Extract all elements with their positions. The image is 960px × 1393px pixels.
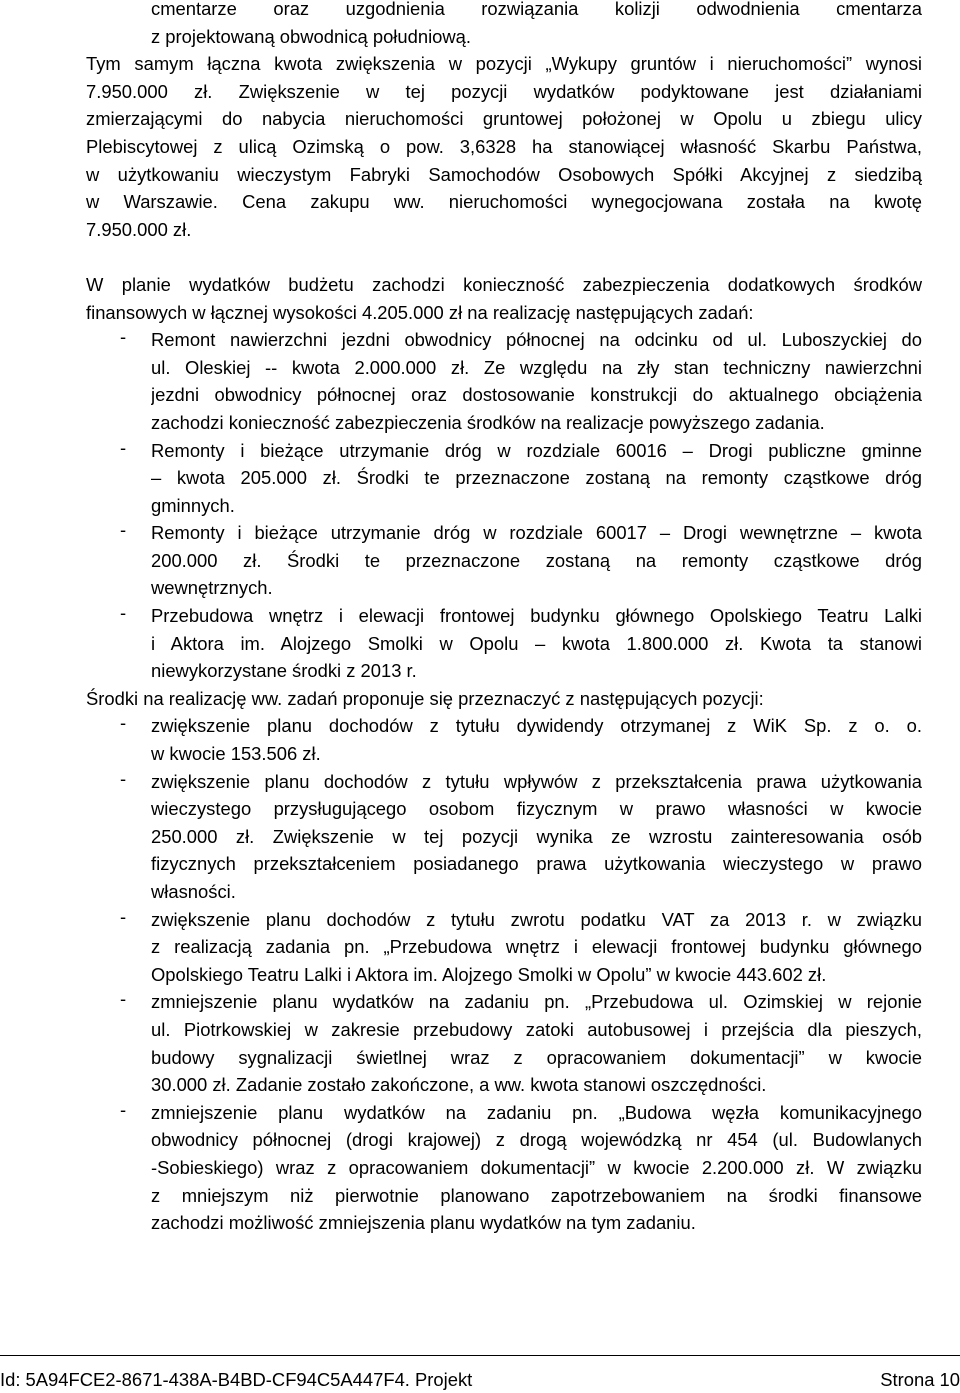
text-line: jezdni obwodnicy północnej oraz dostosowanie konstrukcji do aktualnego obciążenia: [151, 384, 922, 406]
text-line: w Warszawie. Cena zakupu ww. nieruchomości wynegocjowana została na kwotę: [86, 191, 922, 213]
list-item: [120, 602, 922, 685]
text-line: 200.000 zł. Środki te przeznaczone zostaną na remonty cząstkowe dróg: [151, 549, 922, 571]
document-id: Id: 5A94FCE2-8671-438A-B4BD-CF94C5A447F4. Projekt: [0, 1369, 473, 1390]
text-line: i Aktora im. Alojzego Smolki w Opolu – kwota 1.800.000 zł. Kwota ta stanowi: [151, 632, 922, 654]
list-item: [120, 767, 922, 906]
list-bullet: -: [120, 436, 127, 458]
text-line: Tym samym łączna kwota zwiększenia w pozycji „Wykupy gruntów i nieruchomości” wynosi: [86, 53, 922, 75]
text-line: zachodzi konieczność zabezpieczenia środków na realizacje powyższego zadania.: [151, 411, 825, 433]
text-line: własności.: [151, 881, 236, 902]
text-line: zwiększenie planu dochodów z tytułu wpływów z przekształcenia prawa użytkowania: [151, 770, 922, 792]
text-line: – kwota 205.000 zł. Środki te przeznaczone zostaną na remonty cząstkowe dróg: [151, 467, 922, 489]
list-bullet: -: [120, 326, 127, 348]
text-line: budowy sygnalizacji świetlnej wraz z opracowaniem dokumentacji” w kwocie: [151, 1046, 922, 1068]
list-item: [120, 712, 922, 767]
text-line: Przebudowa wnętrz i elewacji frontowej budynku głównego Opolskiego Teatru Lalki: [151, 605, 922, 627]
text-line: ul. Piotrkowskiej w zakresie przebudowy zatoki autobusowej i przejścia dla pieszych,: [151, 1018, 922, 1040]
text-line: wewnętrznych.: [151, 577, 273, 599]
text-line: zachodzi możliwość zmniejszenia planu wydatków na tym zadaniu.: [151, 1212, 696, 1234]
text-line: finansowych w łącznej wysokości 4.205.000 zł na realizację następujących zadań:: [86, 301, 754, 323]
text-line: z mniejszym niż pierwotnie planowano zapotrzebowaniem na środki finansowe: [151, 1184, 922, 1206]
list-item: [120, 1098, 922, 1237]
text-line: Remonty i bieżące utrzymanie dróg w rozdziale 60017 – Drogi wewnętrzne – kwota: [151, 522, 922, 544]
text-line: wieczystego przysługującego osobom fizycznym w prawo własności w kwocie: [151, 798, 922, 820]
sources-lead: Środki na realizację ww. zadań proponuje się przeznaczyć z następujących pozycji:: [86, 687, 764, 709]
text-line: W planie wydatków budżetu zachodzi konieczność zabezpieczenia dodatkowych środków: [86, 273, 922, 295]
expenses-lead-paragraph: [86, 271, 922, 326]
text-line: ul. Oleskiej -- kwota 2.000.000 zł. Ze względu na zły stan techniczny nawierzchni: [151, 356, 922, 378]
text-line: 30.000 zł. Zadanie zostało zakończone, a ww. kwota stanowi oszczędności.: [151, 1074, 767, 1096]
list-bullet: -: [120, 602, 127, 624]
text-line: z projektowaną obwodnicą południową.: [151, 25, 472, 47]
list-item: [120, 905, 922, 989]
text-line: w kwocie 153.506 zł.: [151, 743, 321, 765]
text-line: Remonty i bieżące utrzymanie dróg w rozdziale 60016 – Drogi publiczne gminne: [151, 439, 922, 461]
text-line: obwodnicy północnej (drogi krajowej) z drogą wojewódzką nr 454 (ul. Budowlanych: [151, 1129, 922, 1151]
list-bullet: -: [120, 767, 127, 789]
list-bullet: -: [120, 905, 127, 927]
list-bullet: -: [120, 712, 127, 734]
text-line: zmierzającymi do nabycia nieruchomości gruntowej położonej w Opolu u zbiegu ulicy: [86, 108, 922, 130]
page-footer: [0, 1355, 960, 1393]
text-line: cmentarze oraz uzgodnienia rozwiązania kolizji odwodnienia cmentarza: [151, 0, 922, 19]
expenses-list: [86, 326, 922, 685]
text-line: w użytkowaniu wieczystym Fabryki Samochodów Osobowych Spółki Akcyjnej z siedzibą: [86, 163, 922, 185]
text-line: niewykorzystane środki z 2013 r.: [151, 660, 417, 682]
list-item: [120, 519, 922, 602]
list-bullet: -: [120, 1098, 127, 1120]
text-line: Remont nawierzchni jezdni obwodnicy północnej na odcinku od ul. Luboszyckiej do: [151, 329, 922, 351]
text-line: zmniejszenie planu wydatków na zadaniu pn. „Budowa węzła komunikacyjnego: [151, 1101, 922, 1123]
list-item: [120, 326, 922, 436]
text-line: fizycznych przekształceniem posiadanego prawa użytkowania wieczystego w prawo: [151, 853, 922, 875]
document-page: [86, 0, 922, 1237]
list-item: [120, 436, 922, 520]
text-line: zwiększenie planu dochodów z tytułu dywidendy otrzymanej z WiK Sp. z o. o.: [151, 715, 922, 737]
text-line: Plebiscytowej z ulicą Ozimską o pow. 3,6328 ha stanowiącej własność Skarbu Państwa,: [86, 135, 922, 157]
summary-paragraph: [86, 50, 922, 243]
page-number: Strona 10: [880, 1369, 960, 1390]
text-line: 7.950.000 zł. Zwiększenie w tej pozycji wydatków podyktowane jest działaniami: [86, 80, 922, 102]
list-bullet: -: [120, 988, 127, 1010]
text-line: z realizacją zadania pn. „Przebudowa wnętrz i elewacji frontowej budynku głównego: [151, 936, 922, 958]
list-bullet: -: [120, 519, 127, 541]
text-line: 250.000 zł. Zwiększenie w tej pozycji wynika ze wzrostu zainteresowania osób: [151, 825, 922, 847]
text-line: gminnych.: [151, 494, 235, 516]
text-line: zwiększenie planu dochodów z tytułu zwrotu podatku VAT za 2013 r. w związku: [151, 908, 922, 930]
text-line: zmniejszenie planu wydatków na zadaniu pn. „Przebudowa ul. Ozimskiej w rejonie: [151, 991, 922, 1013]
continued-paragraph: [151, 0, 922, 50]
text-line: -Sobieskiego) wraz z opracowaniem dokumentacji” w kwocie 2.200.000 zł. W związku: [151, 1156, 922, 1178]
sources-list: [86, 712, 922, 1236]
list-item: [120, 988, 922, 1098]
text-line: 7.950.000 zł.: [86, 218, 192, 240]
text-line: Opolskiego Teatru Lalki i Aktora im. Alojzego Smolki w Opolu” w kwocie 443.602 zł.: [151, 963, 827, 985]
